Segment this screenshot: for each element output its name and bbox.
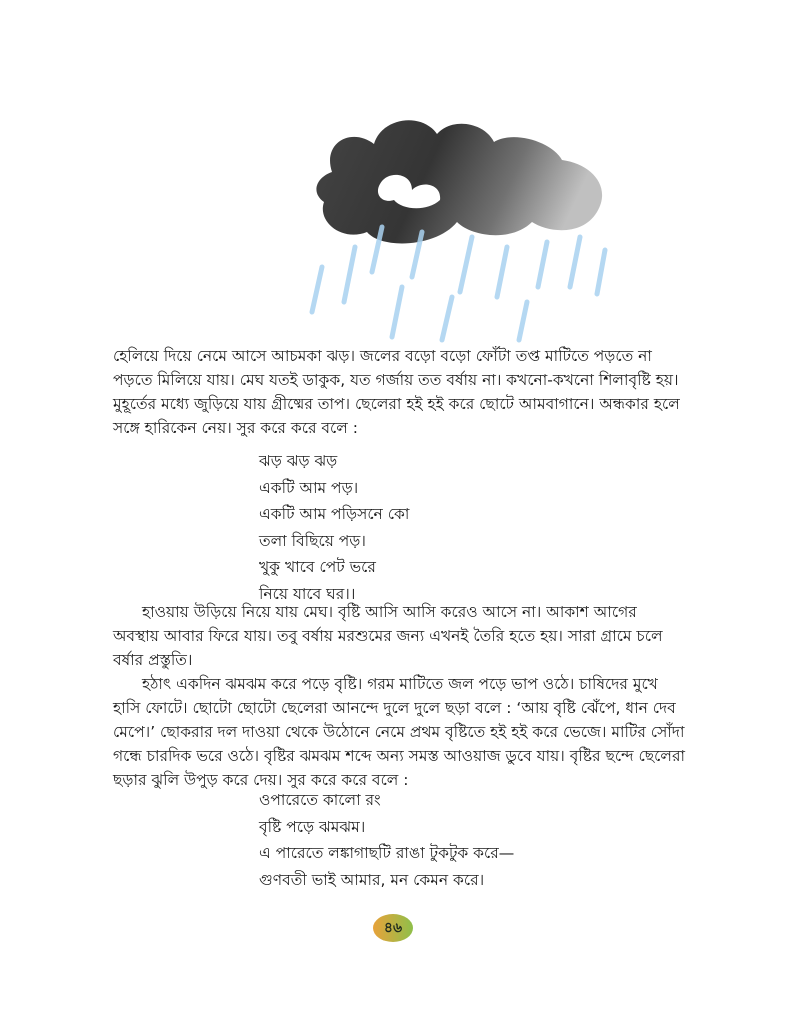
rhyme-verse-1 bbox=[259, 448, 409, 607]
rain-illustration bbox=[312, 227, 605, 340]
verse-line: খুকু খাবে পেট ভরে bbox=[259, 558, 376, 576]
page-number: ৪৬ bbox=[383, 920, 403, 936]
verse-line: তলা বিছিয়ে পড়। bbox=[259, 531, 366, 550]
verse-line: একটি আম পড়। bbox=[259, 478, 359, 497]
middle-paragraph-block bbox=[113, 600, 687, 792]
paragraph: হাওয়ায় উড়িয়ে নিয়ে যায় মেঘ। বৃষ্টি আসি আসি করেও আসে না। আকাশ আগের অবস্থায় আবার ফিরে যায়। তবু বর্ষায় মরশুমের জন্য এখনই তৈরি হতে হয়। সারা গ্রামে চলে বর্ষার প্রস্তুতি। bbox=[113, 603, 663, 669]
paragraph: হেলিয়ে দিয়ে নেমে আসে আচমকা ঝড়। জলের বড়ো বড়ো ফোঁটা তপ্ত মাটিতে পড়তে না পড়তে মিলিয়ে যায়। মেঘ যতই ডাকুক, যত গর্জায় তত বর্ষায় না। কখনো-কখনো শিলাবৃষ্টি হয়। মুহূর্তের মধ্যে জুড়িয়ে যায় গ্রীষ্মের তাপ। ছেলেরা হই হই করে ছোটে আমবাগানে। অন্ধকার হলে সঙ্গে হারিকেন নেয়। সুর করে করে বলে : bbox=[113, 347, 680, 437]
verse-line: বৃষ্টি পড়ে ঝমঝম। bbox=[259, 817, 366, 836]
paragraph: হঠাৎ একদিন ঝমঝম করে পড়ে বৃষ্টি। গরম মাটিতে জল পড়ে ভাপ ওঠে। চাষিদের মুখে হাসি ফোটে। ছোটো ছোটো ছেলেরা আনন্দে দুলে দুলে ছড়া বলে : ‘আয় বৃষ্টি ঝেঁপে, ধান দেব মেপে।’ ছোকরার দল দাওয়া থেকে উঠোনে নেমে প্রথম বৃষ্টিতে হই হই করে ভেজে। মাটির সোঁদা গন্ধে চারদিক ভরে ওঠে। বৃষ্টির ঝমঝম শব্দে অন্য সমস্ত আওয়াজ ডুবে যায়। বৃষ্টির ছন্দে ছেলেরা ছড়ার ঝুলি উপুড় করে দেয়। সুর করে করে বলে : bbox=[113, 675, 685, 789]
verse-line: গুণবতী ভাই আমার, মন কেমন করে। bbox=[259, 870, 485, 889]
cloud-illustration bbox=[316, 120, 602, 243]
verse-line: ওপারেতে কালো রং bbox=[259, 791, 381, 809]
rain-cloud-illustration bbox=[262, 72, 632, 344]
verse-line: একটি আম পড়িসনে কো bbox=[259, 505, 410, 523]
verse-line: এ পারেতে লঙ্কাগাছটি রাঙা টুকটুক করে— bbox=[259, 844, 515, 862]
verse-line: ঝড় ঝড় ঝড় bbox=[259, 452, 338, 470]
page-number-badge bbox=[371, 913, 415, 943]
verse-line: নিয়ে যাবে ঘর।। bbox=[259, 584, 356, 603]
rhyme-verse-2 bbox=[259, 787, 514, 893]
intro-paragraph-block bbox=[113, 344, 687, 440]
